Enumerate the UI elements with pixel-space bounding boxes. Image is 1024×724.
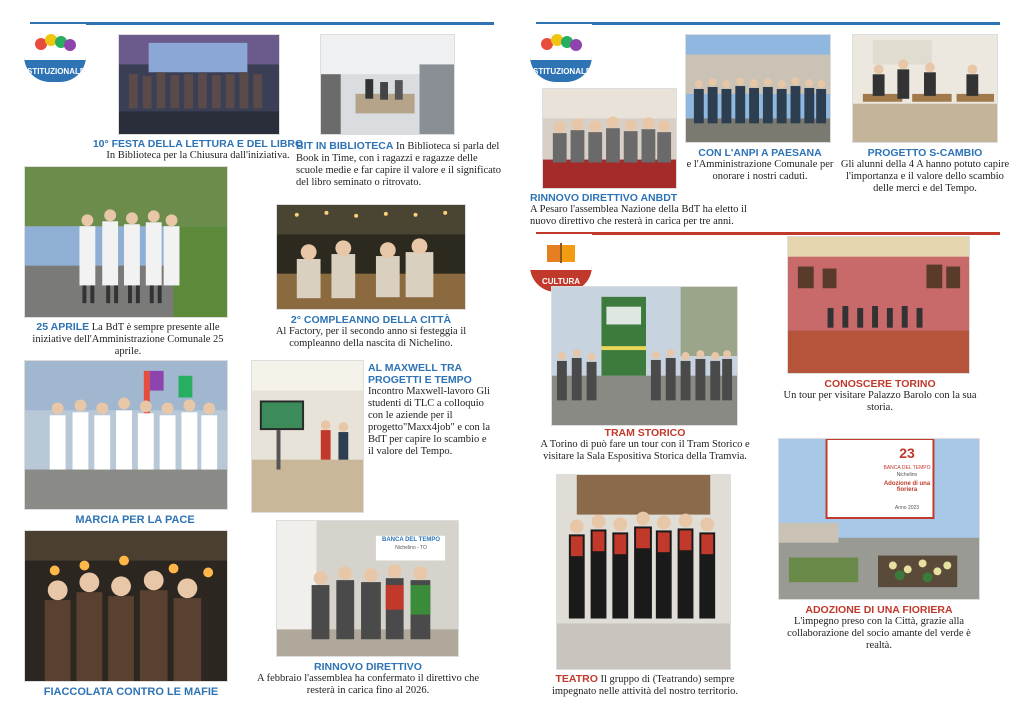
- caption-marcia-pace: [24, 514, 246, 526]
- caption-body: L'impegno preso con la Città, grazie alla collaborazione del socio amante del verde è realtà.: [787, 616, 971, 651]
- caption-title: TRAM STORICO: [604, 427, 686, 439]
- caption-festa-lettura: [82, 138, 314, 162]
- caption-title: CONOSCERE TORINO: [824, 378, 936, 390]
- caption-title: AL MAXWELL TRA PROGETTI E TEMPO: [368, 362, 472, 386]
- caption-title: CON L'ANPI A PAESANA: [698, 147, 822, 159]
- left-top-rule: [30, 22, 494, 25]
- photo-festa-lettura: [118, 34, 280, 135]
- fioriera-sign-year: Anno 2023: [894, 505, 920, 511]
- caption-maxwell: [368, 362, 494, 458]
- fioriera-sign-line2: Nichelino: [896, 472, 918, 478]
- caption-title: 25 APRILE: [36, 321, 90, 333]
- caption-fioriera: [776, 604, 982, 652]
- caption-anbdt: [530, 192, 760, 228]
- caption-title: RINNOVO DIRETTIVO: [314, 661, 422, 673]
- caption-title: ADOZIONE DI UNA FIORIERA: [805, 604, 953, 616]
- caption-body: In Biblioteca per la Chiusura dall'iniziativa.: [106, 150, 290, 161]
- caption-25-aprile: [22, 321, 234, 358]
- caption-body: e l'Amministrazione Comunale per onorare i nostri caduti.: [686, 159, 834, 182]
- caption-bit-biblioteca: [296, 140, 501, 189]
- caption-body: La BdT è sempre presente alle iniziative dell'Amministrazione Comunale 25 aprile.: [32, 322, 224, 357]
- caption-title: TEATRO: [555, 673, 598, 685]
- caption-body: Al Factory, per il secondo anno si festeggia il compleanno della nascita di Nichelino.: [275, 326, 467, 349]
- logo-icon: [33, 30, 77, 54]
- caption-title: PROGETTO S-CAMBIO: [867, 147, 983, 159]
- photo-anpi-paesana: [685, 34, 831, 143]
- caption-body: A febbraio l'assemblea ha confermato il direttivo che resterà in carica fino al 2026.: [256, 673, 480, 696]
- right-top-rule: [536, 22, 1000, 25]
- caption-body: Un tour per visitare Palazzo Barolo con la sua storia.: [783, 390, 977, 413]
- logo-icon: [539, 30, 583, 54]
- caption-anpi: [680, 147, 840, 183]
- photo-marcia-pace: [24, 360, 228, 510]
- photo-fioriera: [778, 438, 980, 600]
- caption-tram: [540, 427, 750, 463]
- caption-body: In Biblioteca si parla del Book in Time, con i ragazzi e ragazze delle scuole medie e far capire il valore e il significato del libro seminato o ritrovato.: [296, 141, 501, 188]
- caption-body: A Torino di può fare un tour con il Tram Storico e visitare la Sala Espositiva Storica della Tramvia.: [540, 439, 750, 462]
- caption-s-cambio: [840, 147, 1010, 195]
- photo-anbdt: [542, 88, 677, 189]
- photo-tram-storico: [551, 286, 738, 426]
- caption-body: Il gruppo di (Teatrando) sempre impegnato nelle attività del nostro territorio.: [551, 674, 739, 697]
- photo-palazzo-barolo: [787, 236, 970, 374]
- badge-label: CULTURA: [541, 276, 581, 286]
- banner-subtext: Nichelino - TO: [395, 545, 427, 551]
- badge-istituzionale-left: [24, 24, 86, 82]
- photo-compleanno-citta: [276, 204, 466, 310]
- banner-text: BANCA DEL TEMPO: [381, 537, 440, 543]
- fioriera-sign-line3: Adozione di una fioriera: [883, 481, 931, 493]
- photo-fiaccolata: [24, 530, 228, 682]
- fioriera-sign-day: 23: [899, 445, 915, 461]
- photo-25-aprile: [24, 166, 228, 318]
- caption-compleanno: [262, 314, 480, 350]
- caption-title: 10° FESTA DELLA LETTURA E DEL LIBRO: [92, 138, 304, 150]
- caption-fiaccolata: [24, 686, 238, 698]
- badge-label: ISTITUZIONALE: [24, 66, 86, 76]
- caption-rinnovo-direttivo: [254, 661, 482, 697]
- badge-istituzionale-right: [530, 24, 592, 82]
- caption-title: RINNOVO DIRETTIVO ANBDT: [530, 192, 678, 204]
- caption-title: 2° COMPLEANNO DELLA CITTÀ: [290, 314, 452, 326]
- caption-title: MARCIA PER LA PACE: [75, 514, 195, 526]
- caption-conoscere-torino: [780, 378, 980, 414]
- caption-title: BIT IN BIBLIOTECA: [296, 140, 394, 152]
- fioriera-sign-line1: BANCA DEL TEMPO: [883, 465, 931, 471]
- badge-cultura: [530, 234, 592, 292]
- photo-rinnovo-direttivo: [276, 520, 459, 657]
- photo-teatro: [556, 474, 731, 670]
- caption-body: Incontro Maxwell-lavoro Gli studenti di TLC a colloquio con le aziende per il progetto"Maxx4job" e con la BdT per capire lo scambio e il valore del Tempo.: [368, 386, 491, 457]
- caption-body: Gli alunni della 4 A hanno potuto capire l'importanza e il valore dello scambio delle merci e del Tempo.: [840, 159, 1010, 194]
- photo-bit-biblioteca: [320, 34, 455, 135]
- cultura-rule: [536, 232, 1000, 235]
- caption-teatro: [540, 673, 750, 698]
- caption-body: A Pesaro l'assemblea Nazione della BdT ha eletto il nuovo direttivo che resterà in carica per tre anni.: [530, 204, 747, 227]
- book-icon: [544, 239, 578, 265]
- photo-maxwell: [251, 360, 364, 513]
- caption-title: FIACCOLATA CONTRO LE MAFIE: [43, 686, 219, 698]
- photo-s-cambio: [852, 34, 998, 143]
- badge-label: ISTITUZIONALE: [530, 66, 592, 76]
